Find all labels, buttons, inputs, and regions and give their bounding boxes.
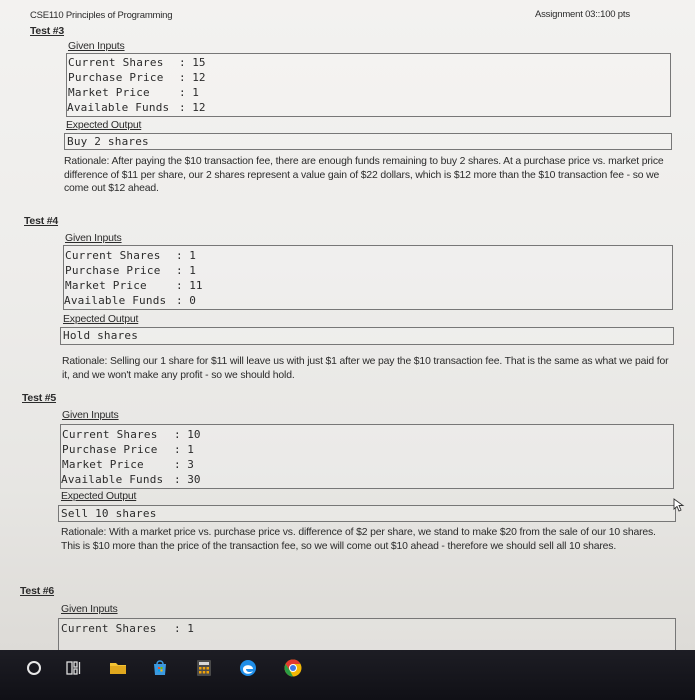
test-3-input-value: : 1: [179, 86, 199, 99]
test-5-input-value: : 30: [174, 473, 201, 486]
taskbar: [0, 650, 695, 700]
test-3-given-inputs-label: Given Inputs: [68, 40, 125, 52]
test-4-input-name: Current Shares: [65, 249, 161, 262]
test-3-input-value: : 12: [179, 71, 206, 84]
test-3-title: Test #3: [30, 25, 65, 37]
test-3-input-name: Purchase Price: [68, 71, 164, 84]
test-5-input-value: : 10: [174, 428, 201, 441]
test-4-expected-output-label: Expected Output: [63, 313, 139, 325]
test-5-output: Sell 10 shares: [61, 507, 157, 520]
test-3-rationale: Rationale: After paying the $10 transaction fee, there are enough funds remaining to buy 2 shares. At a purchase price vs. market price difference of $11 per share, our 2 shares represent a value gain of $22 dollars, which is $12 more than the $10 transaction fee - so we come out $12 ahead.: [64, 156, 664, 194]
test-3-output-box: [64, 133, 672, 150]
test-3-input-name: Market Price: [68, 86, 150, 99]
test-4-input-value: : 11: [176, 279, 203, 292]
test-5-input-name: Available Funds: [61, 473, 164, 486]
test-4-title: Test #4: [24, 215, 59, 227]
assignment-title: Assignment 03::100 pts: [535, 9, 630, 20]
task-view-icon[interactable]: [64, 658, 84, 678]
test-4-input-value: : 1: [176, 249, 196, 262]
test-6-inputs-box: [58, 618, 676, 650]
start-circle-icon[interactable]: [24, 658, 44, 678]
test-4-given-inputs-label: Given Inputs: [65, 232, 122, 244]
mouse-cursor-icon: [673, 498, 687, 514]
test-4-input-name: Available Funds: [64, 294, 167, 307]
test-5-output-box: [58, 505, 676, 522]
course-title: CSE110 Principles of Programming: [30, 10, 173, 21]
test-5-input-value: : 1: [174, 443, 194, 456]
test-5-input-name: Current Shares: [62, 428, 158, 441]
test-4-input-name: Market Price: [65, 279, 147, 292]
test-3-input-name: Available Funds: [67, 101, 170, 114]
test-3-expected-output-label: Expected Output: [66, 119, 142, 131]
test-6-title: Test #6: [20, 585, 55, 597]
test-4-output: Hold shares: [63, 329, 139, 342]
test-4-output-box: [60, 327, 674, 345]
test-5-rationale: Rationale: With a market price vs. purchase price vs. difference of $2 per share, we stand to make $20 from the sale of our 10 shares. This is $10 more than the price of the transaction fee, so we will come out $10 ahead - therefore we should sell all 10 shares.: [61, 527, 656, 552]
test-5-input-value: : 3: [174, 458, 194, 471]
test-5-inputs-box: [60, 424, 674, 489]
test-6-input-name: Current Shares: [61, 622, 157, 635]
test-4-inputs-box: [63, 245, 673, 310]
test-5-title: Test #5: [22, 392, 57, 404]
calculator-icon[interactable]: [194, 658, 214, 678]
test-5-given-inputs-label: Given Inputs: [62, 409, 119, 421]
test-3-input-value: : 12: [179, 101, 206, 114]
test-6-input-value: : 1: [174, 622, 194, 635]
test-4-rationale: Rationale: Selling our 1 share for $11 will leave us with just $1 after we pay the $10 transaction fee. That is the same as what we paid for it, and we won't make any profit - so we should hold.: [62, 356, 669, 381]
test-5-input-name: Market Price: [62, 458, 144, 471]
test-6-given-inputs-label: Given Inputs: [61, 603, 118, 615]
chrome-icon[interactable]: [283, 658, 303, 678]
test-3-inputs-box: [66, 53, 671, 117]
test-4-input-name: Purchase Price: [65, 264, 161, 277]
test-5-expected-output-label: Expected Output: [61, 490, 137, 502]
edge-icon[interactable]: [238, 658, 258, 678]
store-icon[interactable]: [150, 658, 170, 678]
test-3-output: Buy 2 shares: [67, 135, 149, 148]
file-explorer-icon[interactable]: [108, 658, 128, 678]
test-4-input-value: : 1: [176, 264, 196, 277]
test-4-input-value: : 0: [176, 294, 196, 307]
test-5-input-name: Purchase Price: [62, 443, 158, 456]
test-3-input-name: Current Shares: [68, 56, 164, 69]
test-3-input-value: : 15: [179, 56, 206, 69]
